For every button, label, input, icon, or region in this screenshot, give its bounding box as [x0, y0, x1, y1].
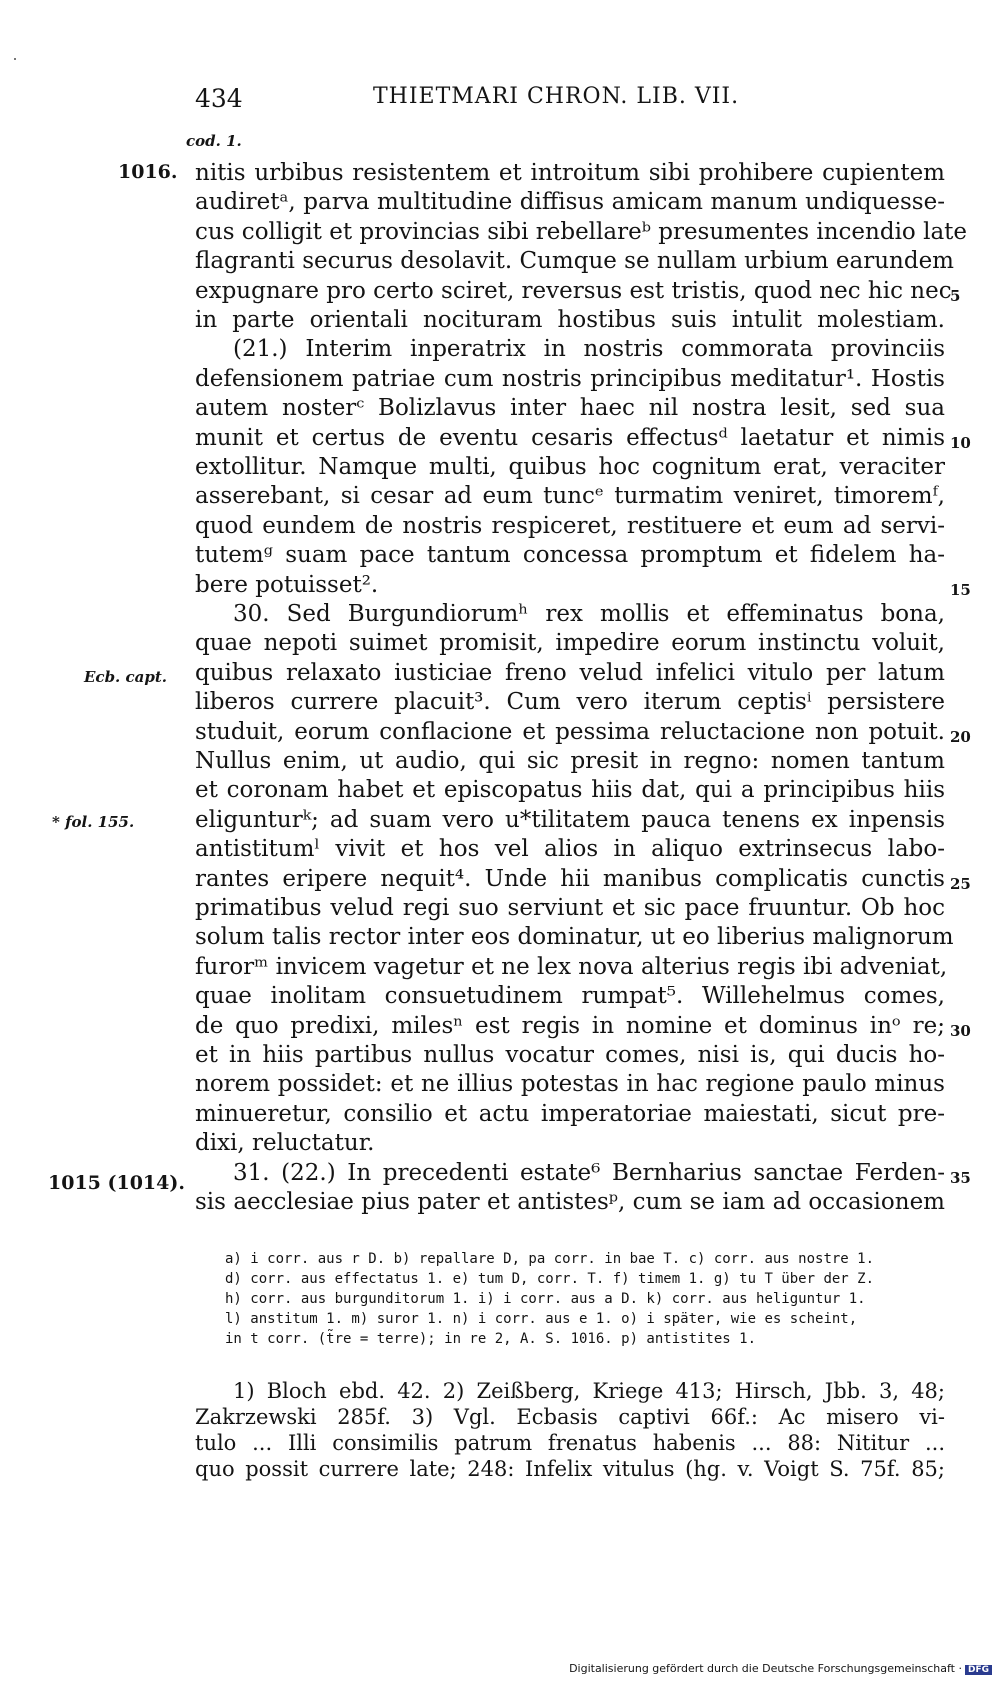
margin-year-1015: 1015 (1014).: [48, 1172, 185, 1194]
text-line: eligunturᵏ; ad suam vero u*tilitatem pauca tenens ex inpensis: [195, 806, 945, 833]
text-line: antistitumˡ vivit et hos vel alios in aliquo extrinsecus labo-: [195, 836, 945, 863]
dfg-logo: DFG: [965, 1665, 992, 1675]
margin-fol: * fol. 155.: [52, 813, 135, 831]
text-line: asserebant, si cesar ad eum tuncᵉ turmatim veniret, timoremᶠ,: [195, 483, 945, 510]
text-line: solum talis rector inter eos dominatur, ut eo liberius malignorum: [195, 924, 954, 951]
text-line: primatibus velud regi suo serviunt et sic pace fruuntur. Ob hoc: [195, 895, 945, 921]
footnote-line: Zakrzewski 285f. 3) Vgl. Ecbasis captivi 66f.: Ac misero vi-: [195, 1405, 945, 1429]
text-line: studuit, eorum conflacione et pessima reluctacione non potuit.: [195, 718, 945, 745]
text-line: quae inolitam consuetudinem rumpat⁵. Willehelmus comes,: [195, 983, 945, 1010]
text-line: (21.) Interim inperatrix in nostris commorata provinciis: [233, 336, 945, 363]
text-line: expugnare pro certo sciret, reversus est tristis, quod nec hic nec: [195, 277, 952, 304]
text-line: quod eundem de nostris respiceret, restituere et eum ad servi-: [195, 512, 945, 539]
text-line: autem nosterᶜ Bolizlavus inter haec nil nostra lesit, sed sua: [195, 395, 945, 422]
apparatus-line: d) corr. aus effectatus 1. e) tum D, corr. T. f) timem 1. g) tu T über der Z.: [225, 1271, 875, 1287]
apparatus-line: l) anstitum 1. m) suror 1. n) i corr. aus e 1. o) i später, wie es scheint,: [225, 1311, 858, 1327]
text-line: nitis urbibus resistentem et introitum sibi prohibere cupientem: [195, 160, 945, 186]
margin-ecb-capt: Ecb. capt.: [84, 668, 167, 686]
text-line: dixi, reluctatur.: [195, 1130, 375, 1157]
text-line: quibus relaxato iusticiae freno velud infelici vitulo per latum: [195, 659, 945, 686]
footnote-line: quo possit currere late; 248: Infelix vitulus (hg. v. Voigt S. 75f. 85;: [195, 1457, 945, 1481]
text-line: flagranti securus desolavit. Cumque se nullam urbium earundem: [195, 248, 954, 275]
apparatus-line: a) i corr. aus r D. b) repallare D, pa corr. in bae T. c) corr. aus nostre 1.: [225, 1251, 875, 1267]
footnote-line: 1) Bloch ebd. 42. 2) Zeißberg, Kriege 413; Hirsch, Jbb. 3, 48;: [233, 1379, 945, 1403]
margin-cod: cod. 1.: [186, 132, 242, 150]
text-line: bere potuisset².: [195, 571, 379, 598]
text-line: et in hiis partibus nullus vocatur comes, nisi is, qui ducis ho-: [195, 1042, 945, 1068]
credit-text: Digitalisierung gefördert durch die Deutsche Forschungsgemeinschaft ·: [569, 1662, 962, 1675]
apparatus-line: in t corr. (t̃re = terre); in re 2, A. S. 1016. p) antistites 1.: [225, 1331, 757, 1347]
line-number: 20: [950, 728, 971, 746]
apparatus-line: h) corr. aus burgunditorum 1. i) i corr. aus a D. k) corr. aus heliguntur 1.: [225, 1291, 866, 1307]
text-line: defensionem patriae cum nostris principibus meditatur¹. Hostis: [195, 365, 945, 392]
line-number: 5: [950, 287, 961, 305]
text-line: liberos currere placuit³. Cum vero iterum ceptisⁱ persistere: [195, 689, 945, 716]
text-line: munit et certus de eventu cesaris effectusᵈ laetatur et nimis: [195, 424, 945, 451]
text-line: Nullus enim, ut audio, qui sic presit in regno: nomen tantum: [195, 748, 945, 774]
running-title: THIETMARI CHRON. LIB. VII.: [373, 84, 740, 109]
text-line: 30. Sed Burgundiorumʰ rex mollis et effeminatus bona,: [233, 601, 945, 627]
text-line: furorᵐ invicem vagetur et ne lex nova alterius regis ibi adveniat,: [195, 953, 948, 980]
line-number: 30: [950, 1022, 971, 1040]
page-number: 434: [195, 84, 243, 113]
text-line: extollitur. Namque multi, quibus hoc cognitum erat, veraciter: [195, 454, 945, 480]
digitization-credit: [569, 1662, 992, 1675]
line-number: 10: [950, 434, 971, 452]
text-line: minueretur, consilio et actu imperatoriae maiestati, sicut pre-: [195, 1100, 945, 1127]
text-line: tutemᵍ suam pace tantum concessa promptum et fidelem ha-: [195, 542, 945, 569]
text-line: de quo predixi, milesⁿ est regis in nomine et dominus inᵒ re;: [195, 1012, 945, 1039]
line-number: 25: [950, 875, 971, 893]
footnote-line: tulo ... Illi consimilis patrum frenatus habenis ... 88: Nititur ...: [195, 1431, 945, 1455]
text-line: quae nepoti suimet promisit, impedire eorum instinctu voluit,: [195, 630, 945, 657]
margin-year-1016: 1016.: [118, 161, 178, 183]
line-number: 35: [950, 1169, 971, 1187]
page-header: [195, 84, 945, 120]
line-number: 15: [950, 581, 971, 599]
text-line: in parte orientali nocituram hostibus suis intulit molestiam.: [195, 307, 945, 333]
text-line: 31. (22.) In precedenti estate⁶ Bernharius sanctae Ferden-: [233, 1159, 945, 1186]
text-line: audiretᵃ, parva multitudine diffisus amicam manum undiquesse-: [195, 189, 945, 216]
text-line: et coronam habet et episcopatus hiis dat, qui a principibus hiis: [195, 777, 945, 804]
text-line: norem possidet: et ne illius potestas in hac regione paulo minus: [195, 1071, 945, 1098]
scan-mark: [14, 58, 16, 60]
text-line: sis aecclesiae pius pater et antistesᵖ, cum se iam ad occasionem: [195, 1189, 945, 1215]
text-line: cus colligit et provincias sibi rebellareᵇ presumentes incendio late: [195, 218, 968, 245]
text-line: rantes eripere nequit⁴. Unde hii manibus complicatis cunctis: [195, 865, 945, 892]
